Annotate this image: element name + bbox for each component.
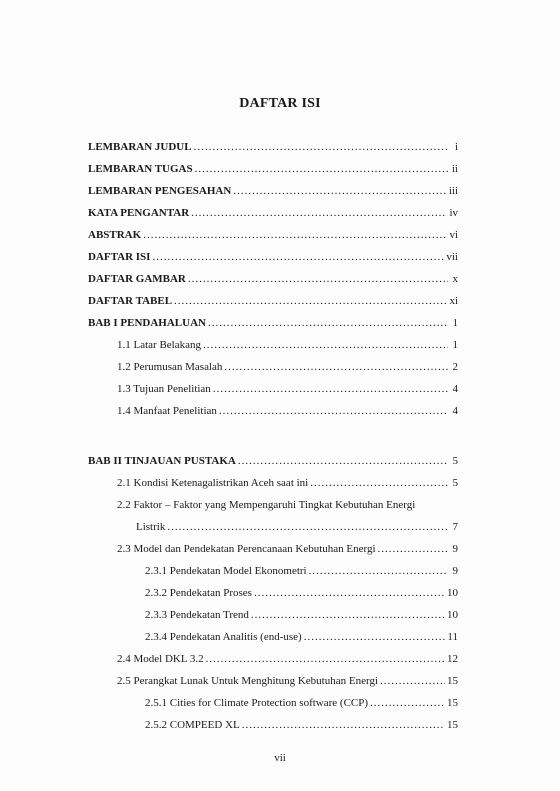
toc-entry-page: 11	[447, 631, 458, 643]
toc-entry-page: 5	[452, 477, 458, 489]
toc-leader-dots	[378, 543, 448, 556]
toc-entry	[117, 653, 458, 666]
toc-leader-dots	[242, 719, 445, 732]
toc-entry-label: 2.3.3 Pendekatan Trend	[145, 609, 249, 621]
toc-leader-dots	[224, 361, 448, 374]
toc-entry-label: 2.5.1 Cities for Climate Protection software (CCP)	[145, 697, 369, 709]
toc-entry-page: vi	[449, 229, 458, 241]
toc-entry	[145, 587, 458, 600]
toc-leader-dots	[188, 273, 448, 286]
toc-entry-page: x	[452, 273, 458, 285]
toc-entry-page: 4	[452, 405, 458, 417]
toc-entry-label: DAFTAR GAMBAR	[88, 273, 186, 285]
toc-entry	[88, 163, 458, 176]
toc-entry-label: Listrik	[136, 521, 166, 533]
toc-entry-page: 9	[452, 565, 458, 577]
toc-leader-dots	[167, 521, 448, 534]
page-number: vii	[274, 752, 286, 764]
toc-entry-label: 2.4 Model DKL 3.2	[117, 653, 204, 665]
toc-entry-label: 2.3.4 Pendekatan Analitis (end-use)	[145, 631, 302, 643]
toc-entry-page: vii	[446, 251, 458, 263]
toc-leader-dots	[143, 229, 447, 242]
toc-entry-page: xi	[449, 295, 458, 307]
toc-entry	[88, 141, 458, 154]
toc-entry-label: 1.4 Manfaat Penelitian	[117, 405, 217, 417]
toc-entry-page: 1	[452, 317, 458, 329]
toc-entry-page: 9	[452, 543, 458, 555]
toc-entry-page: 2	[452, 361, 458, 373]
toc-entry	[88, 207, 458, 220]
toc-entry-label: LEMBARAN TUGAS	[88, 163, 193, 175]
toc-entry-label: 2.5 Perangkat Lunak Untuk Menghitung Kebutuhan Energi	[117, 675, 378, 687]
toc-entry-page: 1	[452, 339, 458, 351]
toc-leader-dots	[208, 317, 448, 330]
toc-entry-page: 4	[452, 383, 458, 395]
toc-entry	[136, 521, 458, 534]
toc-leader-dots	[238, 455, 448, 468]
toc-entry-label: 1.3 Tujuan Penelitian	[117, 383, 211, 395]
toc-entry-page: 10	[447, 609, 458, 621]
toc-entry-page: 15	[447, 697, 458, 709]
toc-entry-page: i	[454, 141, 458, 153]
toc-entry-label: BAB II TINJAUAN PUSTAKA	[88, 455, 236, 467]
toc-entry-label: LEMBARAN JUDUL	[88, 141, 192, 153]
toc-leader-dots	[254, 587, 445, 600]
toc-entry	[117, 361, 458, 374]
toc-entry-page: ii	[451, 163, 458, 175]
toc-entry	[88, 317, 458, 330]
toc-entry-label: LEMBARAN PENGESAHAN	[88, 185, 232, 197]
toc-entry	[88, 251, 458, 264]
toc-entry	[88, 229, 458, 242]
toc-leader-dots	[219, 405, 448, 418]
toc-entry	[145, 609, 458, 622]
toc-leader-dots	[174, 295, 447, 308]
toc-entry-label: KATA PENGANTAR	[88, 207, 190, 219]
toc-entry	[117, 405, 458, 418]
toc-entry-label: 2.2 Faktor – Faktor yang Mempengaruhi Tingkat Kebutuhan Energi	[117, 499, 416, 511]
toc-entry	[88, 185, 458, 198]
toc-entry-page: 12	[447, 653, 458, 665]
toc-entry-label: DAFTAR TABEL	[88, 295, 173, 307]
toc-entry	[88, 295, 458, 308]
toc-leader-dots	[203, 339, 448, 352]
toc-leader-dots	[380, 675, 445, 688]
toc-entry-page: 15	[447, 675, 458, 687]
toc-entry-label: BAB I PENDAHALUAN	[88, 317, 206, 329]
toc-entry-label: 2.3 Model dan Pendekatan Perencanaan Kebutuhan Energi	[117, 543, 376, 555]
toc-leader-dots	[194, 141, 448, 154]
toc-entry	[88, 273, 458, 286]
toc-entry	[145, 697, 458, 710]
toc-entry-page: 5	[452, 455, 458, 467]
toc-entry	[117, 675, 458, 688]
toc-entry-label: 1.1 Latar Belakang	[117, 339, 201, 351]
toc-entry-label: ABSTRAK	[88, 229, 142, 241]
toc-entry-label: 2.5.2 COMPEED XL	[145, 719, 240, 731]
toc-leader-dots	[213, 383, 448, 396]
toc-entry-page: 15	[447, 719, 458, 731]
toc-entry-page: 7	[452, 521, 458, 533]
toc-entry	[117, 383, 458, 396]
toc-entry	[117, 477, 458, 490]
toc-entry	[145, 631, 458, 644]
toc-entry-label: 2.1 Kondisi Ketenagalistrikan Aceh saat ini	[117, 477, 309, 489]
toc-entry	[117, 543, 458, 556]
toc-entry	[145, 719, 458, 732]
toc-entry-page: iii	[448, 185, 458, 197]
toc-entry	[88, 455, 458, 468]
toc-entry	[117, 339, 458, 352]
toc-entry-label: DAFTAR ISI	[88, 251, 151, 263]
toc-leader-dots	[310, 477, 448, 490]
toc-entry-label: 2.3.2 Pendekatan Proses	[145, 587, 252, 599]
toc-entry-label: 1.2 Perumusan Masalah	[117, 361, 223, 373]
toc-leader-dots	[233, 185, 447, 198]
toc-leader-dots	[191, 207, 447, 220]
toc-leader-dots	[206, 653, 445, 666]
toc-leader-dots	[304, 631, 446, 644]
toc-entry-label: 2.3.1 Pendekatan Model Ekonometri	[145, 565, 307, 577]
toc-entry-page: iv	[449, 207, 458, 219]
toc-leader-dots	[309, 565, 448, 578]
toc-leader-dots	[195, 163, 448, 176]
toc-leader-dots	[370, 697, 445, 710]
toc-entry-page: 10	[447, 587, 458, 599]
toc-leader-dots	[251, 609, 445, 622]
toc-leader-dots	[152, 251, 444, 264]
toc-entry	[145, 565, 458, 578]
page-title: DAFTAR ISI	[239, 96, 321, 111]
